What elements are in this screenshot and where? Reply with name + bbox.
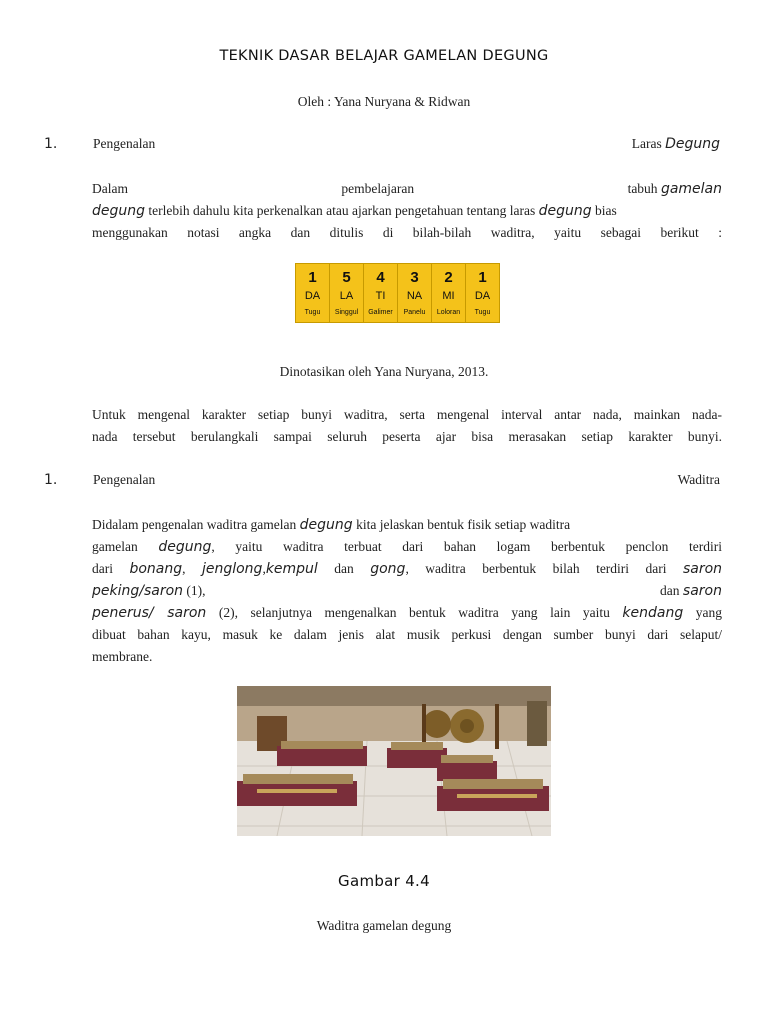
notation-credit: Dinotasikan oleh Yana Nuryana, 2013.: [279, 364, 489, 379]
section-label: Pengenalan: [93, 136, 156, 151]
note-number: 5: [342, 269, 351, 286]
scale-note-cell: [296, 264, 330, 322]
note-name: Galimer: [368, 309, 393, 316]
note-name: Tugu: [304, 309, 321, 316]
document-title: TEKNIK DASAR BELAJAR GAMELAN DEGUNG: [219, 48, 549, 64]
figure-label: Gambar 4.4: [338, 872, 430, 890]
note-name: Tugu: [474, 309, 491, 316]
note-syllable: DA: [474, 290, 491, 302]
degung-scale-notation: [295, 263, 500, 323]
scale-note-cell: [398, 264, 432, 322]
note-number: 2: [444, 269, 453, 286]
note-name: Panelu: [403, 309, 426, 316]
gamelan-photo: [237, 686, 551, 836]
note-name: Singgul: [334, 309, 359, 316]
paragraph-interval: Untuk mengenal karakter setiap bunyi waditra, serta mengenal interval antar nada, mainkan nada- nada tersebut berulangkali sampai seluruh peserta ajar bisa merasakan setiap karakter bunyi.: [92, 407, 722, 444]
note-syllable: NA: [406, 290, 423, 302]
document-author: Oleh : Yana Nuryana & Ridwan: [297, 94, 471, 109]
scale-note-cell: [364, 264, 398, 322]
scale-note-cell: [432, 264, 466, 322]
section-number: 1.: [44, 472, 58, 488]
note-name: Loloran: [436, 309, 461, 316]
section-label: Pengenalan: [93, 472, 156, 487]
note-number: 1: [478, 269, 487, 286]
note-number: 3: [410, 269, 419, 286]
section-title-right: Waditra: [677, 472, 720, 487]
scale-note-cell: [330, 264, 364, 322]
note-syllable: DA: [304, 290, 321, 302]
paragraph-laras: Dalam pembelajaran tabuh gamelan degung terlebih dahulu kita perkenalkan atau ajarkan pengetahuan tentang laras degung bias menggunakan notasi angka dan ditulis di bilah-bilah waditra, yaitu sebagai berikut :: [92, 181, 722, 240]
note-syllable: MI: [442, 290, 455, 302]
note-number: 1: [308, 269, 317, 286]
paragraph-waditra: Didalam pengenalan waditra gamelan degung kita jelaskan bentuk fisik setiap waditra gamelan degung, yaitu waditra terbuat dari bahan logam berbentuk penclon terdiri dari bonang, jenglong,kempul dan gong, waditra berbentuk bilah terdiri dari saron peking/saron (1), dan saron penerus/ saron (2), selanjutnya mengenalkan bentuk waditra yang lain yaitu kendang yang dibuat bahan kayu, masuk ke dalam jenis alat musik perkusi dengan sumber bunyi dari selaput/ membrane.: [92, 517, 723, 664]
figure-caption: Waditra gamelan degung: [316, 918, 452, 933]
note-syllable: LA: [339, 290, 354, 302]
note-syllable: TI: [375, 290, 386, 302]
section-title-right: Laras Degung: [631, 136, 720, 152]
section-number: 1.: [44, 136, 58, 152]
scale-note-cell: [466, 264, 499, 322]
note-number: 4: [376, 269, 385, 286]
